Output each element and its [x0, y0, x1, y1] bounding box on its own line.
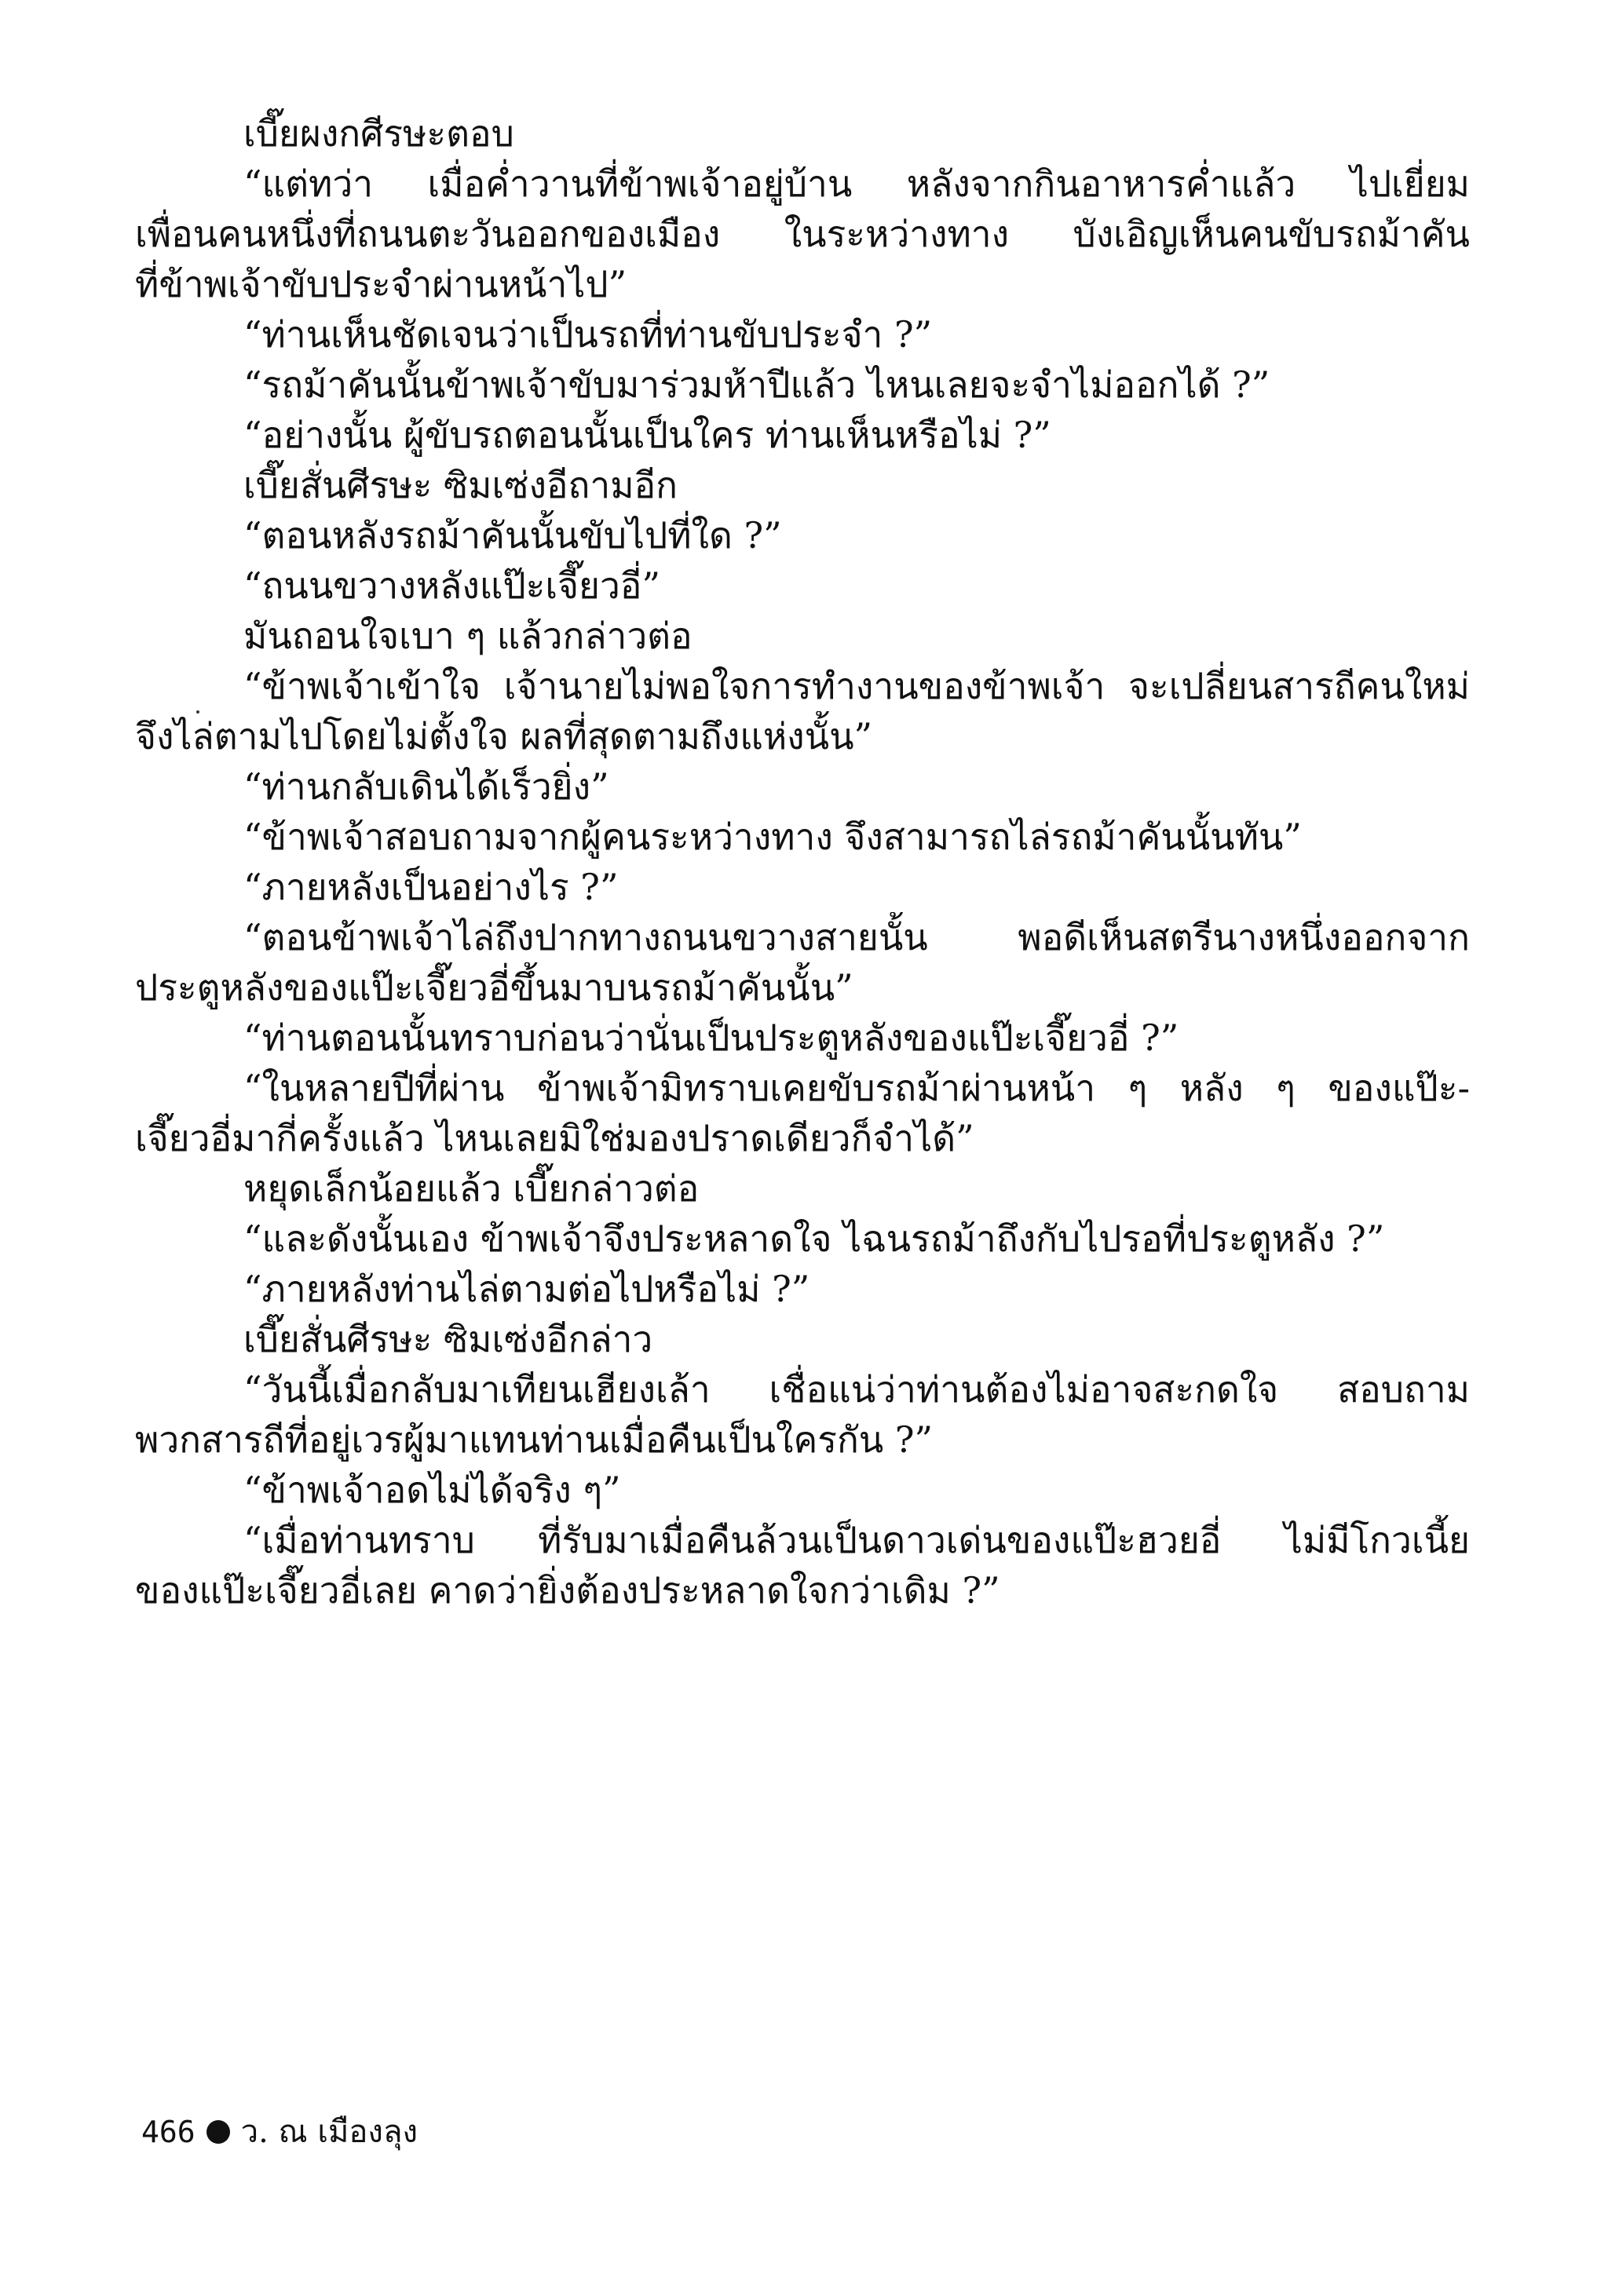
- author-name: ว. ณ เมืองลุง: [240, 2114, 418, 2150]
- text-line: “วันนี้เมื่อกลับมาเทียนเฮียงเล้า เชื่อแน่ว่าท่านต้องไม่อาจสะกดใจ สอบถาม: [243, 1368, 1470, 1411]
- text-line: “ข้าพเจ้าเข้าใจ เจ้านายไม่พอใจการทำงานของข้าพเจ้า จะเปลี่ยนสารถีคนใหม่: [243, 665, 1470, 707]
- page-footer: [141, 2110, 418, 2154]
- text-line: ประตูหลังของแป๊ะเจี๊ยวอี่ขึ้นมาบนรถม้าคันนั้น”: [135, 966, 853, 1009]
- text-line: “และดังนั้นเอง ข้าพเจ้าจึงประหลาดใจ ไฉนรถม้าถึงกับไปรอที่ประตูหลัง ?”: [243, 1217, 1385, 1260]
- text-line: “ท่านเห็นชัดเจนว่าเป็นรถที่ท่านขับประจำ ?”: [243, 313, 933, 356]
- text-line: เจี๊ยวอี่มากี่ครั้งแล้ว ไหนเลยมิใช่มองปราดเดียวก็จำได้”: [135, 1117, 974, 1159]
- text-line: มันถอนใจเบา ๆ แล้วกล่าวต่อ: [243, 615, 693, 657]
- text-line: หยุดเล็กน้อยแล้ว เบี๊ยกล่าวต่อ: [243, 1167, 700, 1210]
- text-line: “รถม้าคันนั้นข้าพเจ้าขับมาร่วมห้าปีแล้ว ไหนเลยจะจำไม่ออกได้ ?”: [243, 363, 1270, 406]
- text-line: ของแป๊ะเจี๊ยวอี่เลย คาดว่ายิ่งต้องประหลาดใจกว่าเดิม ?”: [135, 1569, 1000, 1612]
- text-line: “ในหลายปีที่ผ่าน ข้าพเจ้ามิทราบเคยขับรถม้าผ่านหน้า ๆ หลัง ๆ ของแป๊ะ-: [243, 1067, 1470, 1109]
- text-line: “อย่างนั้น ผู้ขับรถตอนนั้นเป็นใคร ท่านเห็นหรือไม่ ?”: [243, 414, 1051, 456]
- text-line: “ถนนขวางหลังแป๊ะเจี๊ยวอี่”: [243, 564, 660, 607]
- text-line: เพื่อนคนหนึ่งที่ถนนตะวันออกของเมือง ในระหว่างทาง บังเอิญเห็นคนขับรถม้าคัน: [135, 213, 1470, 255]
- text-line: “ข้าพเจ้าสอบถามจากผู้คนระหว่างทาง จึงสามารถไล่รถม้าคันนั้นทัน”: [243, 816, 1302, 858]
- text-line: “ข้าพเจ้าอดไม่ได้จริง ๆ”: [243, 1469, 621, 1511]
- text-line: เบี๊ยผงกศีรษะตอบ: [243, 112, 514, 155]
- text-line: “แต่ทว่า เมื่อค่ำวานที่ข้าพเจ้าอยู่บ้าน หลังจากกินอาหารค่ำแล้ว ไปเยี่ยม: [243, 162, 1470, 205]
- text-line: “ตอนข้าพเจ้าไล่ถึงปากทางถนนขวางสายนั้น พอดีเห็นสตรีนางหนึ่งออกจาก: [243, 916, 1470, 958]
- text-line: “ภายหลังท่านไล่ตามต่อไปหรือไม่ ?”: [243, 1268, 810, 1310]
- text-line: ที่ข้าพเจ้าขับประจำผ่านหน้าไป”: [135, 263, 627, 305]
- bullet-icon: [206, 2120, 230, 2144]
- page-number: 466: [141, 2115, 196, 2149]
- text-line: พวกสารถีที่อยู่เวรผู้มาแทนท่านเมื่อคืนเป็นใครกัน ?”: [135, 1418, 934, 1461]
- text-line: “ท่านตอนนั้นทราบก่อนว่านั่นเป็นประตูหลังของแป๊ะเจี๊ยวอี่ ?”: [243, 1017, 1179, 1059]
- text-line: “ภายหลังเป็นอย่างไร ?”: [243, 866, 619, 908]
- scan-speck: [196, 710, 199, 714]
- text-line: “เมื่อท่านทราบ ที่รับมาเมื่อคืนล้วนเป็นดาวเด่นของแป๊ะฮวยอี่ ไม่มีโกวเนี้ย: [243, 1519, 1470, 1561]
- text-line: จึงไล่ตามไปโดยไม่ตั้งใจ ผลที่สุดตามถึงแห่งนั้น”: [135, 715, 873, 757]
- text-line: เบี๊ยสั่นศีรษะ ซิมเซ่งอีถามอีก: [243, 464, 678, 506]
- text-line: เบี๊ยสั่นศีรษะ ซิมเซ่งอีกล่าว: [243, 1318, 653, 1360]
- text-line: “ท่านกลับเดินได้เร็วยิ่ง”: [243, 765, 609, 808]
- body-text: [135, 108, 1470, 1615]
- text-line: “ตอนหลังรถม้าคันนั้นขับไปที่ใด ?”: [243, 514, 782, 557]
